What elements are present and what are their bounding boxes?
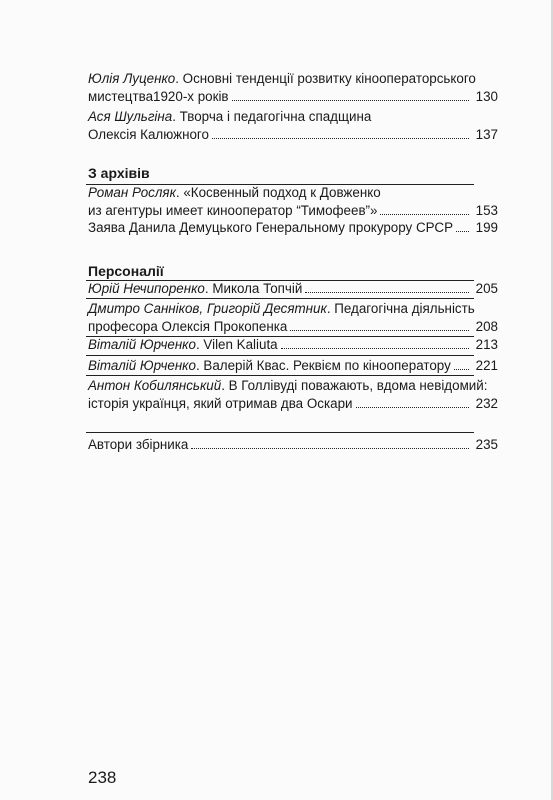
toc-entry-page: 235 <box>475 437 498 452</box>
toc-entry-title-continued: професора Олексія Прокопенка <box>88 319 288 334</box>
toc-entry-author: Антон Кобилянський <box>88 378 222 393</box>
toc-entry-author: Віталій Юрченко <box>88 337 196 352</box>
toc-entry-page: 137 <box>475 127 498 142</box>
toc-entry-page: 130 <box>475 89 498 104</box>
toc-entry-author: Дмитро Санніков, Григорій Десятник <box>88 301 327 316</box>
toc-entry[interactable] <box>88 336 498 354</box>
toc-entry[interactable] <box>88 280 498 298</box>
entry-rule <box>86 355 474 356</box>
toc-entry-page: 232 <box>475 396 498 411</box>
toc-entry-title: . Микола Топчій <box>204 281 303 296</box>
toc-entry[interactable] <box>88 184 498 220</box>
toc-entry-author: Юлія Луценко <box>88 71 176 86</box>
section-rule <box>86 432 474 433</box>
entry-rule <box>86 375 474 376</box>
toc-entry-line <box>88 280 498 298</box>
dot-leader <box>191 447 469 449</box>
toc-entry[interactable] <box>88 300 498 336</box>
dot-leader <box>281 347 469 349</box>
toc-entry-page: 205 <box>475 281 498 296</box>
toc-entry-title: . Творча і педагогічна спадщина <box>172 109 372 124</box>
toc-entry-line <box>88 70 498 88</box>
section-title-archives: З архівів <box>88 165 150 181</box>
toc-entry-title: . Основні тенденції розвитку кінооператорського <box>175 71 476 86</box>
toc-entry-author: Роман Росляк <box>88 185 176 200</box>
toc-entry-author: Ася Шульгіна <box>88 109 173 124</box>
toc-entry-title: . «Косвенный подход к Довженко <box>175 185 381 200</box>
toc-entry[interactable] <box>88 70 498 106</box>
toc-entry-line <box>88 219 498 237</box>
toc-entry-line <box>88 357 498 375</box>
toc-entry[interactable] <box>88 357 498 375</box>
toc-entry-title-continued: Олексія Калюжного <box>88 127 209 142</box>
toc-entry-line <box>88 300 498 318</box>
dot-leader <box>380 213 469 215</box>
dot-leader <box>305 291 469 293</box>
toc-entry[interactable] <box>88 219 498 237</box>
toc-entry-line <box>88 377 498 395</box>
toc-entry-line <box>88 184 498 202</box>
toc-entry-title: . В Голлівуді поважають, вдома невідомий: <box>221 378 488 393</box>
toc-entry-author: Віталій Юрченко <box>88 358 196 373</box>
toc-entry-line <box>88 88 498 106</box>
dot-leader <box>212 137 469 139</box>
toc-entry-title-continued: мистецтва1920-х років <box>88 89 229 104</box>
toc-entry[interactable] <box>88 377 498 413</box>
toc-entry-page: 199 <box>475 220 498 235</box>
toc-entry-line <box>88 336 498 354</box>
dot-leader <box>232 99 469 101</box>
toc-entry-page: 221 <box>475 358 498 373</box>
dot-leader <box>290 329 469 331</box>
toc-entry[interactable] <box>88 436 498 454</box>
dot-leader <box>356 406 470 408</box>
toc-entry-title: Автори збірника <box>88 437 189 452</box>
toc-entry-title: . Педагогічна діяльність <box>326 301 475 316</box>
page-number: 238 <box>88 768 117 787</box>
dot-leader <box>454 368 469 370</box>
dot-leader <box>456 230 469 232</box>
toc-entry-author: Юрій Нечипоренко <box>88 281 205 296</box>
toc-entry-title: . Валерій Квас. Реквієм по кінооператору <box>195 358 451 373</box>
toc-entry-title-continued: історія українця, який отримав два Оскари <box>88 396 353 411</box>
toc-entry-page: 153 <box>475 203 498 218</box>
toc-entry-line <box>88 108 498 126</box>
section-title-personalia: Персоналії <box>88 263 164 279</box>
toc-entry[interactable] <box>88 108 498 144</box>
toc-entry-title: . Vilen Kaliuta <box>195 337 278 352</box>
toc-entry-page: 208 <box>475 319 498 334</box>
entry-rule <box>86 298 474 299</box>
toc-entry-line <box>88 395 498 413</box>
toc-entry-line <box>88 126 498 144</box>
toc-entry-line <box>88 318 498 336</box>
toc-entry-line <box>88 436 498 454</box>
toc-entry-line <box>88 202 498 220</box>
toc-entry-title: Заява Данила Демуцького Генеральному прокурору СРСР <box>88 220 454 235</box>
toc-entry-title-continued: из агентуры имеет кинооператор “Тимофеев”» <box>88 203 378 218</box>
toc-entry-page: 213 <box>475 337 498 352</box>
